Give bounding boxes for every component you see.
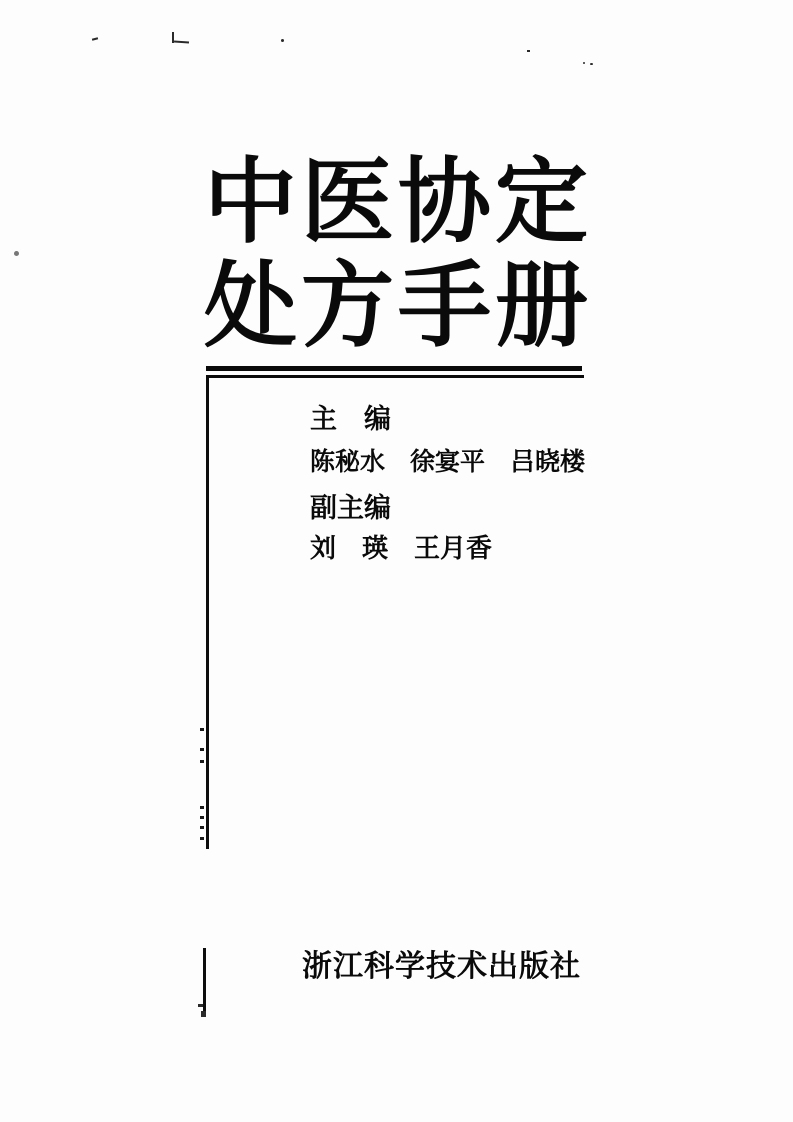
book-title-line-1: 中医协定 <box>204 150 592 254</box>
scan-speck <box>200 728 204 731</box>
scan-speck <box>200 806 204 809</box>
scan-speck <box>583 62 585 64</box>
scan-speck <box>200 837 204 840</box>
scan-speck <box>200 816 204 819</box>
scan-speck <box>200 760 204 763</box>
scan-speck <box>281 39 284 42</box>
publisher-name: 浙江科学技术出版社 <box>302 950 581 983</box>
credits-frame-left-line <box>206 377 209 849</box>
chief-editor-label: 主 编 <box>310 404 391 434</box>
publisher-left-tick-line <box>203 948 206 1016</box>
scan-speck <box>200 748 204 751</box>
scan-speck <box>198 1004 203 1007</box>
title-underline-thick <box>206 366 582 371</box>
chief-editor-names: 陈秘水 徐宴平 吕晓楼 <box>310 448 586 476</box>
scan-speck <box>200 826 204 829</box>
scan-speck <box>14 251 19 256</box>
scan-speck <box>174 40 189 43</box>
scan-speck <box>92 37 98 40</box>
book-title-line-2: 处方手册 <box>204 254 592 358</box>
scan-speck <box>201 1011 206 1017</box>
deputy-editor-names: 刘 瑛 王月香 <box>310 533 493 563</box>
title-underline-thin <box>206 375 584 378</box>
deputy-editor-label: 副主编 <box>310 493 391 523</box>
scan-speck <box>590 63 593 65</box>
scan-speck <box>527 50 530 52</box>
book-title <box>204 150 624 358</box>
